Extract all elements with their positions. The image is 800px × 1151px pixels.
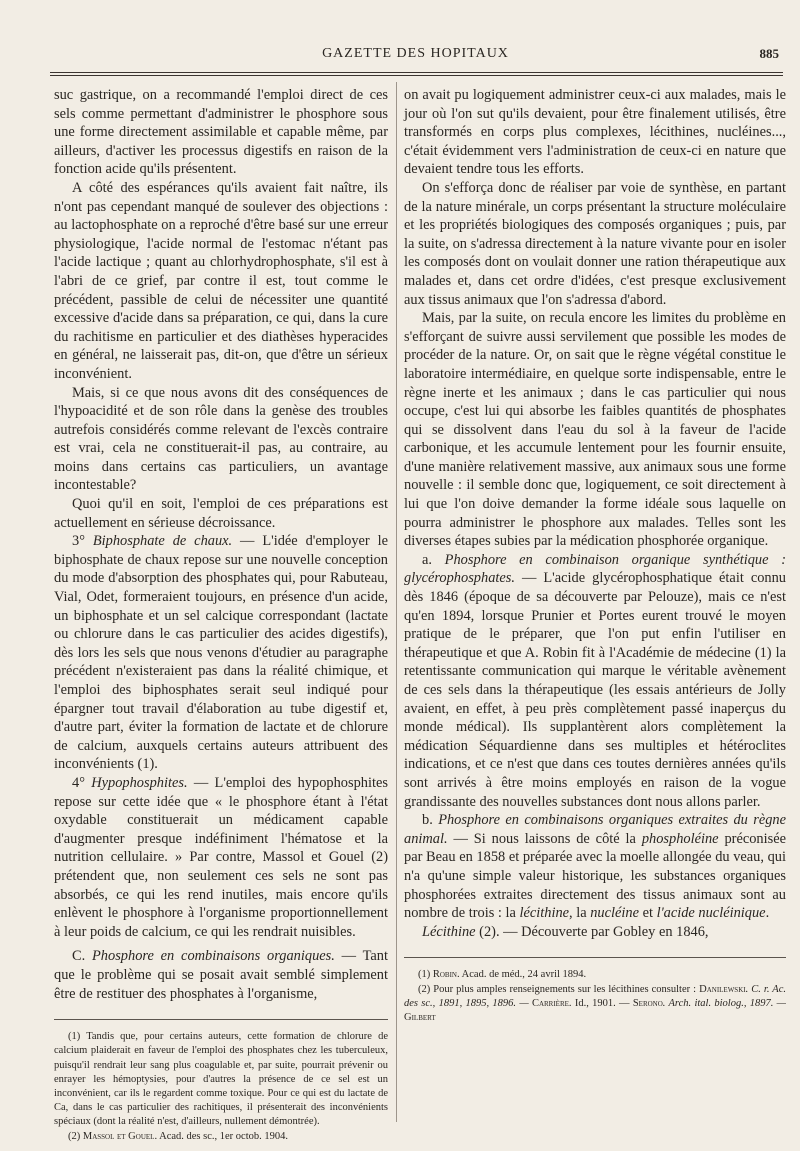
section-text: et xyxy=(638,905,657,922)
paragraph: Mais, si ce que nous avons dit des conséquences de l'hypoacidité et de son rôle dans la genèse des troubles autrefois considérés comme relevant de l'excès contraire est vrai, cela ne constituerait-il pas, au contraire, au moins dans certains cas particuliers, un avantage incontestable? xyxy=(54,384,388,494)
column-separator xyxy=(396,82,397,1122)
footnote-author: Serono xyxy=(632,997,663,1009)
footnote-author: Danilewski xyxy=(699,983,746,995)
paragraph: On s'efforça donc de réaliser par voie de synthèse, en partant de la nature minérale, un corps présentant la structure moléculaire et les propriétés biologiques des composés organiques ; puis, par la suite, on s'adressa directement à la nature vivante pour en isoler les composés dont on voulait donner une ration thérapeutique aux malades et, dans cet ordre d'idées, c'est presque exclusivement aux tissus animaux que l'on s'adressa d'abord. xyxy=(404,179,786,308)
term: lécithine xyxy=(519,905,570,922)
footnote-author: Gilbert xyxy=(404,1011,436,1023)
section-text: — L'idée d'employer le biphosphate de chaux repose sur une nouvelle conception du mode d'absorption des phosphates qui, pour Rabuteau, Vial, Odet, formeraient toujours, en présence d'un acide, un biphosphate et un sel calcique correspondant (lactate ou chlorure dans le cas particulier des acides digestifs), dès lors les sels que nous venons d'étudier au paragraphe précédent n'existeraient pas dans la réalité chimique, et l'emploi des biphosphates serait seul indiqué pour épargner tout travail d'élaboration au tube digestif et, d'autre part, éviter la formation de lactate et de chlorure de calcium, auxquels certains auteurs attribuent des inconvénients (1). xyxy=(54,533,388,773)
footnote: (1) Robin. Acad. de méd., 24 avril 1894. xyxy=(418,969,587,981)
right-column xyxy=(404,86,786,1025)
section-title: Hypophosphites. xyxy=(91,774,188,791)
running-header xyxy=(48,46,783,68)
section-text: — L'acide glycérophosphatique était connu dès 1846 (époque de sa découverte par Pelouze), mais ce n'est qu'en 1894, lorsque Prunier et Portes eurent trouvé le moyen pratique de le préparer, que l'on put enfin l'utiliser en thérapeutique et que A. Robin fit à l'Académie de médecine (1) la retentissante communication qui marque le véritable avènement de ces sels dans la thérapeutique (les essais antérieurs de Jolly avaient, en effet, à peu près complètement passé inaperçus du monde médical). Ils supplantèrent alors complètement la médication Séquardienne dans ses multiples et hétéroclites indications, et ce n'est que dans ces toutes dernières années qu'ils sont arrivés à être moins employés en raison de la vogue grandissante des nouvelles substances dont nous allons parler. xyxy=(404,570,786,810)
footnote-text: . Acad. de méd., 24 avril 1894. xyxy=(457,969,587,981)
section-text: (2). — Découverte par Gobley en 1846, xyxy=(475,923,709,940)
term: phospholéine xyxy=(641,830,719,847)
section-title: Phosphore en combinaisons organiques. xyxy=(92,948,335,965)
right-body xyxy=(404,86,786,941)
section-title: Biphosphate de chaux. xyxy=(92,533,233,550)
section-paragraph xyxy=(54,532,388,774)
term: nucléine xyxy=(590,905,639,922)
paragraph: A côté des espérances qu'ils avaient fait naître, ils n'ont pas cependant manqué de soulever des objections : au lactophosphate on a reproché d'être basé sur une erreur physiologique, l'acide normal de l'estomac n'étant pas l'acide lactique ; quant au chlorhydrophosphate, s'il est à l'abri de ce grief, par contre il est, tout comme le précédent, passible de celui de nécessiter une quantité excessive d'acide dans sa préparation, ce qui, dans la cure du rachitisme en particulier et des diathèses hyperacides en général, ne laisserait pas, dit-on, que d'être un sérieux inconvénient. xyxy=(54,179,388,382)
footnote-text: . Acad. des sc., 1er octob. 1904. xyxy=(154,1130,288,1142)
page-number: 885 xyxy=(759,46,779,61)
footnote-author: Robin xyxy=(432,969,457,981)
footnote-author: Carrière xyxy=(531,997,569,1009)
left-column xyxy=(54,86,388,1144)
section-text: — Tant que le problème qui se posait avait semblé simplement être de restituer des phosphates à l'organisme, xyxy=(54,948,388,1002)
footnote-text: . Arch. ital. biolog., 1897. — xyxy=(662,997,786,1009)
footnote-rule xyxy=(404,957,786,958)
section-number: b. xyxy=(422,812,439,829)
section-paragraph xyxy=(54,947,388,1003)
term: l'acide nucléinique xyxy=(656,905,766,922)
footnote-text: (2) Pour plus amples renseignements sur les lécithines consulter : xyxy=(418,983,700,995)
journal-title: GAZETTE DES HOPITAUX xyxy=(322,46,509,61)
section-paragraph xyxy=(404,923,786,942)
section-number: C. xyxy=(72,948,93,965)
section-number: a. xyxy=(422,551,445,568)
footnote: (2) Massol et Gouel. Acad. des sc., 1er octob. 1904. xyxy=(68,1130,288,1142)
section-title: Phosphore en combinaisons organiques extraites du règne animal. xyxy=(404,812,786,847)
footnote xyxy=(404,983,786,1026)
left-footnotes xyxy=(54,1030,388,1144)
section-text: — Si nous laissons de côté la xyxy=(447,830,642,847)
section-text: . xyxy=(765,905,770,922)
right-footnotes xyxy=(404,968,786,1025)
section-paragraph xyxy=(404,811,786,923)
section-paragraph xyxy=(404,551,786,811)
footnote-rule xyxy=(54,1019,388,1020)
section-title: Lécithine xyxy=(422,923,476,940)
footnote-author: Massol et Gouel xyxy=(82,1130,155,1142)
paragraph: on avait pu logiquement administrer ceux-ci aux malades, mais le jour où l'on sut qu'ils devaient, pour être finalement utilisés, être transformés en corps plus complexes, lécithines, nucléines..., c'était évidemment vers l'administration de ceux-ci en nature que devaient tendre tous les efforts. xyxy=(404,87,786,178)
section-title: Phosphore en combinaison organique synthétique : glycérophosphates. xyxy=(404,551,786,587)
header-rule-double xyxy=(50,75,783,76)
section-number: 3° xyxy=(72,533,93,550)
left-body xyxy=(54,86,388,1003)
section-paragraph xyxy=(54,774,388,941)
section-number: 4° xyxy=(72,774,92,791)
section-text: préconisée par Beau en 1858 et préparée avec la moelle allongée du veau, qui n'a qu'une simple valeur historique, les substances organiques phosphorées extraites directement des tissus animaux sont au nombre de trois : la xyxy=(404,830,786,922)
header-rule xyxy=(50,72,783,73)
footnote-text: . Id., 1901. — xyxy=(568,997,633,1009)
paragraph: Mais, par la suite, on recula encore les limites du problème en s'efforçant de suivre aussi servilement que possible les modes de procéder de la nature. Or, on sait que le règne végétal constitue le laboratoire intermédiaire, en quelque sorte indispensable, entre le règne inerte et les animaux ; dans le cas particulier qui nous occupe, c'est lui qui absorbe les faibles quantités de phosphates qui se dissolvent dans l'eau du sol à la faveur de l'acide carbonique, et les accumule lentement pour les fournir ensuite, d'une manière relativement massive, aux animaux sous une forme nouvelle : il semble donc que, logiquement, ce soit directement à lui que l'on doive demander la forme idéale sous laquelle on pourra administrer le phosphore aux malades. Telles sont les diverses étapes subies par la médication phosphorée organique. xyxy=(404,310,786,550)
section-text: , la xyxy=(569,905,591,922)
footnote: (1) Tandis que, pour certains auteurs, cette formation de chlorure de calcium plaiderait en faveur de l'emploi des phosphates chez les tuberculeux, puisqu'il rendrait leur sang plus coagulable et, par suite, pourrait prévenir ou enrayer les hémoptysies, pour d'autres la présence de ce sel est un inconvénient, car ils le regardent comme toxique. Pour ce qui est du lactate de Ca, dans le cas particulier des rachitiques, il présenterait des inconvénients spéciaux (dont la réalité n'est, d'ailleurs, nullement démontrée). xyxy=(54,1031,388,1128)
paragraph: Quoi qu'il en soit, l'emploi de ces préparations est actuellement en sérieuse décroissance. xyxy=(54,496,388,531)
footnote-text: . C. r. Ac. des sc., 1891, 1895, 1896. — xyxy=(404,983,787,1009)
section-text: — L'emploi des hypophosphites repose sur cette idée que « le phosphore étant à l'état oxydable constituerait un médicament capable d'augmenter presque indéfiniment l'hématose et la nutrition cellulaire. » Par contre, Massol et Gouel (2) prétendent que, non seulement ces sels ne sont pas absorbés, ce qui les rend inutiles, mais encore qu'ils enlèvent le phosphore à l'organisme proportionnellement à leur poids de calcium, ce qui les rendrait nuisibles. xyxy=(54,774,388,940)
paragraph: suc gastrique, on a recommandé l'emploi direct de ces sels comme permettant d'administrer le phosphore sous une forme directement assimilable et capable même, par ailleurs, d'activer les processus digestifs en raison de la fonction acide qu'ils présentent. xyxy=(54,87,388,178)
